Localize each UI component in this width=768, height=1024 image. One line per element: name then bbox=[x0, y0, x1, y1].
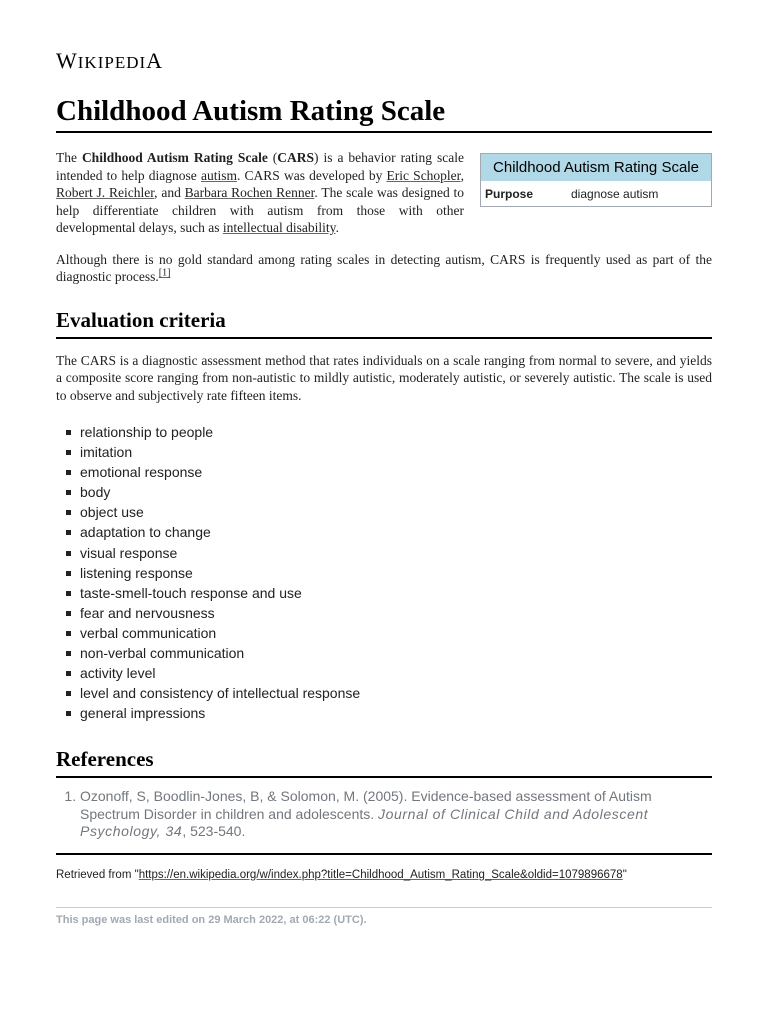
criteria-list bbox=[56, 422, 712, 723]
list-item: fear and nervousness bbox=[66, 603, 712, 623]
section-heading-references: References bbox=[56, 747, 712, 778]
logo-letters: IKIPEDI bbox=[77, 53, 147, 72]
list-item: activity level bbox=[66, 663, 712, 683]
infobox bbox=[480, 153, 712, 207]
page bbox=[56, 0, 712, 926]
link-intellectual-disability[interactable]: intellectual disability bbox=[222, 220, 336, 235]
list-item: object use bbox=[66, 502, 712, 522]
logo-letter: W bbox=[56, 48, 78, 73]
list-item: listening response bbox=[66, 563, 712, 583]
link-barbara-renner[interactable]: Barbara Rochen Renner bbox=[184, 185, 315, 200]
link-eric-schopler[interactable]: Eric Schopler bbox=[386, 167, 461, 183]
link-robert-reichler[interactable]: Robert J. Reichler bbox=[56, 185, 155, 200]
list-item: imitation bbox=[66, 442, 712, 462]
article-abbr-bold: CARS bbox=[277, 150, 315, 165]
retrieved-from: Retrieved from "https://en.wikipedia.org/w/index.php?title=Childhood_Autism_Rating_Scale&oldid=1079896678" bbox=[56, 868, 627, 881]
reference-item: 1. Ozonoff, S, Boodlin-Jones, B, & Solomon, M. (2005). Evidence-based assessment of Autism Spectrum Disorder in children and adolescents. Journal of Clinical Child and Adolescent Psychology, 34, 523-540. bbox=[80, 788, 712, 841]
page-title: Childhood Autism Rating Scale bbox=[56, 94, 712, 133]
list-item: visual response bbox=[66, 543, 712, 563]
diagnostic-paragraph: Although there is no gold standard among rating scales in detecting autism, CARS is frequently used as part of the diagnostic process.[1] bbox=[56, 251, 712, 284]
list-item: taste-smell-touch response and use bbox=[66, 583, 712, 603]
link-autism[interactable]: autism bbox=[200, 167, 237, 183]
content-divider bbox=[56, 853, 712, 855]
list-item: level and consistency of intellectual response bbox=[66, 683, 712, 703]
logo-letter: A bbox=[146, 48, 164, 73]
footer-divider bbox=[56, 907, 712, 908]
infobox-row bbox=[481, 181, 711, 206]
intro-paragraph: The Childhood Autism Rating Scale (CARS) is a behavior rating scale intended to help diagnose autism. CARS was developed by Eric Schopler, Robert J. Reichler, and Barbara Rochen Renner. The scale was designed to help differentiate children with autism from those with other developmental delays, such as intellectual disability. bbox=[56, 150, 465, 235]
list-item: adaptation to change bbox=[66, 522, 712, 542]
list-item: general impressions bbox=[66, 703, 712, 723]
article-name-bold: Childhood Autism Rating Scale bbox=[81, 150, 268, 165]
list-item: relationship to people bbox=[66, 422, 712, 442]
references-list bbox=[56, 788, 712, 841]
reference-journal: Journal of Clinical Child and Adolescent Psychology, 34 bbox=[80, 805, 649, 840]
section-heading-evaluation: Evaluation criteria bbox=[56, 308, 712, 339]
last-edited-info: This page was last edited on 29 March 2022, at 06:22 (UTC). bbox=[56, 913, 367, 926]
evaluation-paragraph: The CARS is a diagnostic assessment method that rates individuals on a scale ranging from normal to severe, and yields a composite score ranging from non-autistic to mildly autistic, moderately autistic, or severely autistic. The scale is used to observe and subjectively rate fifteen items. bbox=[56, 352, 712, 403]
infobox-value: diagnose autism bbox=[571, 187, 659, 201]
list-item: non-verbal communication bbox=[66, 643, 712, 663]
list-item: verbal communication bbox=[66, 623, 712, 643]
wikipedia-logo[interactable] bbox=[56, 50, 712, 72]
infobox-title: Childhood Autism Rating Scale bbox=[481, 154, 711, 181]
reference-link-1[interactable]: [1] bbox=[158, 267, 171, 279]
permanent-link[interactable]: https://en.wikipedia.org/w/index.php?title=Childhood_Autism_Rating_Scale&oldid=1079896678 bbox=[138, 868, 623, 881]
infobox-label: Purpose bbox=[485, 187, 534, 201]
list-item: body bbox=[66, 482, 712, 502]
list-item: emotional response bbox=[66, 462, 712, 482]
